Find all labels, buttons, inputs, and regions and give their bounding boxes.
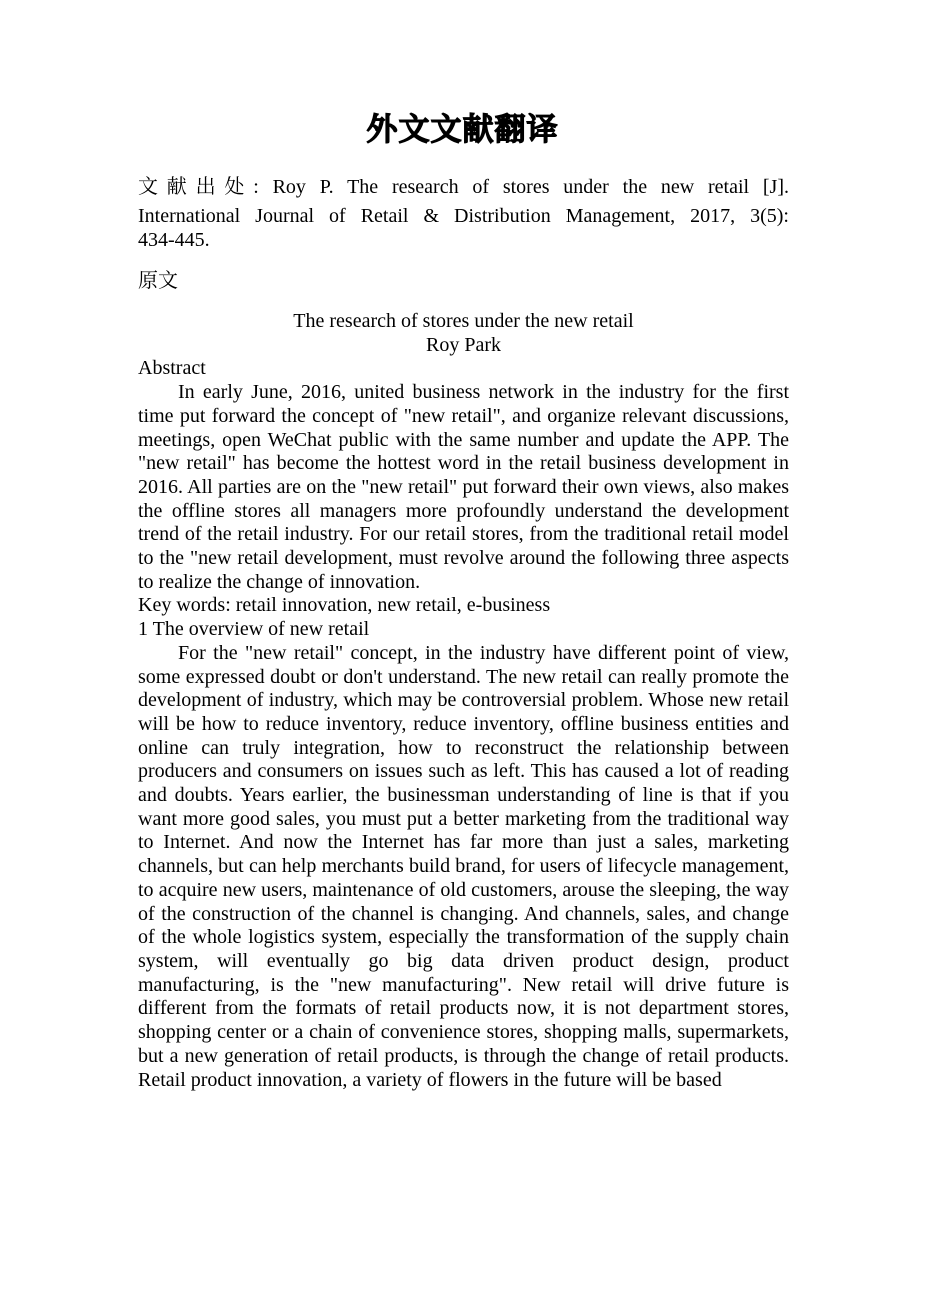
document-title: 外文文献翻译	[366, 112, 559, 147]
document-content	[138, 170, 789, 1092]
article-title: The research of stores under the new retail	[293, 310, 634, 332]
abstract-paragraph: In early June, 2016, united business network in the industry for the first time put forward the concept of "new retail", and organize relevant discussions, meetings, open WeChat public with the same number and update the APP. The "new retail" has become the hottest word in the retail business development in 2016. All parties are on the "new retail" put forward their own views, also makes the offline stores all managers more profoundly understand the development trend of the retail industry. For our retail stores, from the traditional retail model to the "new retail development, must revolve around the following three aspects to realize the change of innovation.	[138, 381, 789, 593]
citation-line-2: International Journal of Retail & Distribution Management, 2017, 3(5):	[138, 205, 789, 227]
citation-line-1: 文献出处: Roy P. The research of stores under the new retail [J].	[138, 176, 789, 198]
keywords-line: Key words: retail innovation, new retail, e-business	[138, 594, 551, 617]
article-author: Roy Park	[426, 333, 501, 356]
section-heading: 1 The overview of new retail	[138, 618, 370, 641]
original-text-label: 原文	[138, 270, 178, 292]
section-paragraph: For the "new retail" concept, in the industry have different point of view, some expressed doubt or don't understand. The new retail can really promote the development of industry, which may be controversial problem. Whose new retail will be how to reduce inventory, reduce inventory, offline business entities and online can truly integration, how to reconstruct the relationship between producers and consumers on issues such as left. This has caused a lot of reading and doubts. Years earlier, the businessman understanding of line is that if you want more good sales, you must put a better marketing from the traditional way to Internet. And now the Internet has far more than just a sales, marketing channels, but can help merchants build brand, for users of lifecycle management, to acquire new users, maintenance of old customers, arouse the sleeping, the way of the construction of the channel is changing. And channels, sales, and change of the whole logistics system, especially the transformation of the supply chain system, will eventually go big data driven product design, product manufacturing, is the "new manufacturing". New retail will drive future is different from the formats of retail products now, it is not department stores, shopping center or a chain of convenience stores, shopping malls, supermarkets, but a new generation of retail products, is through the change of retail products. Retail product innovation, a variety of flowers in the future will be based	[138, 641, 789, 1091]
citation-block	[138, 170, 789, 252]
citation-line-3: 434-445.	[138, 229, 210, 251]
abstract-heading: Abstract	[138, 357, 206, 380]
